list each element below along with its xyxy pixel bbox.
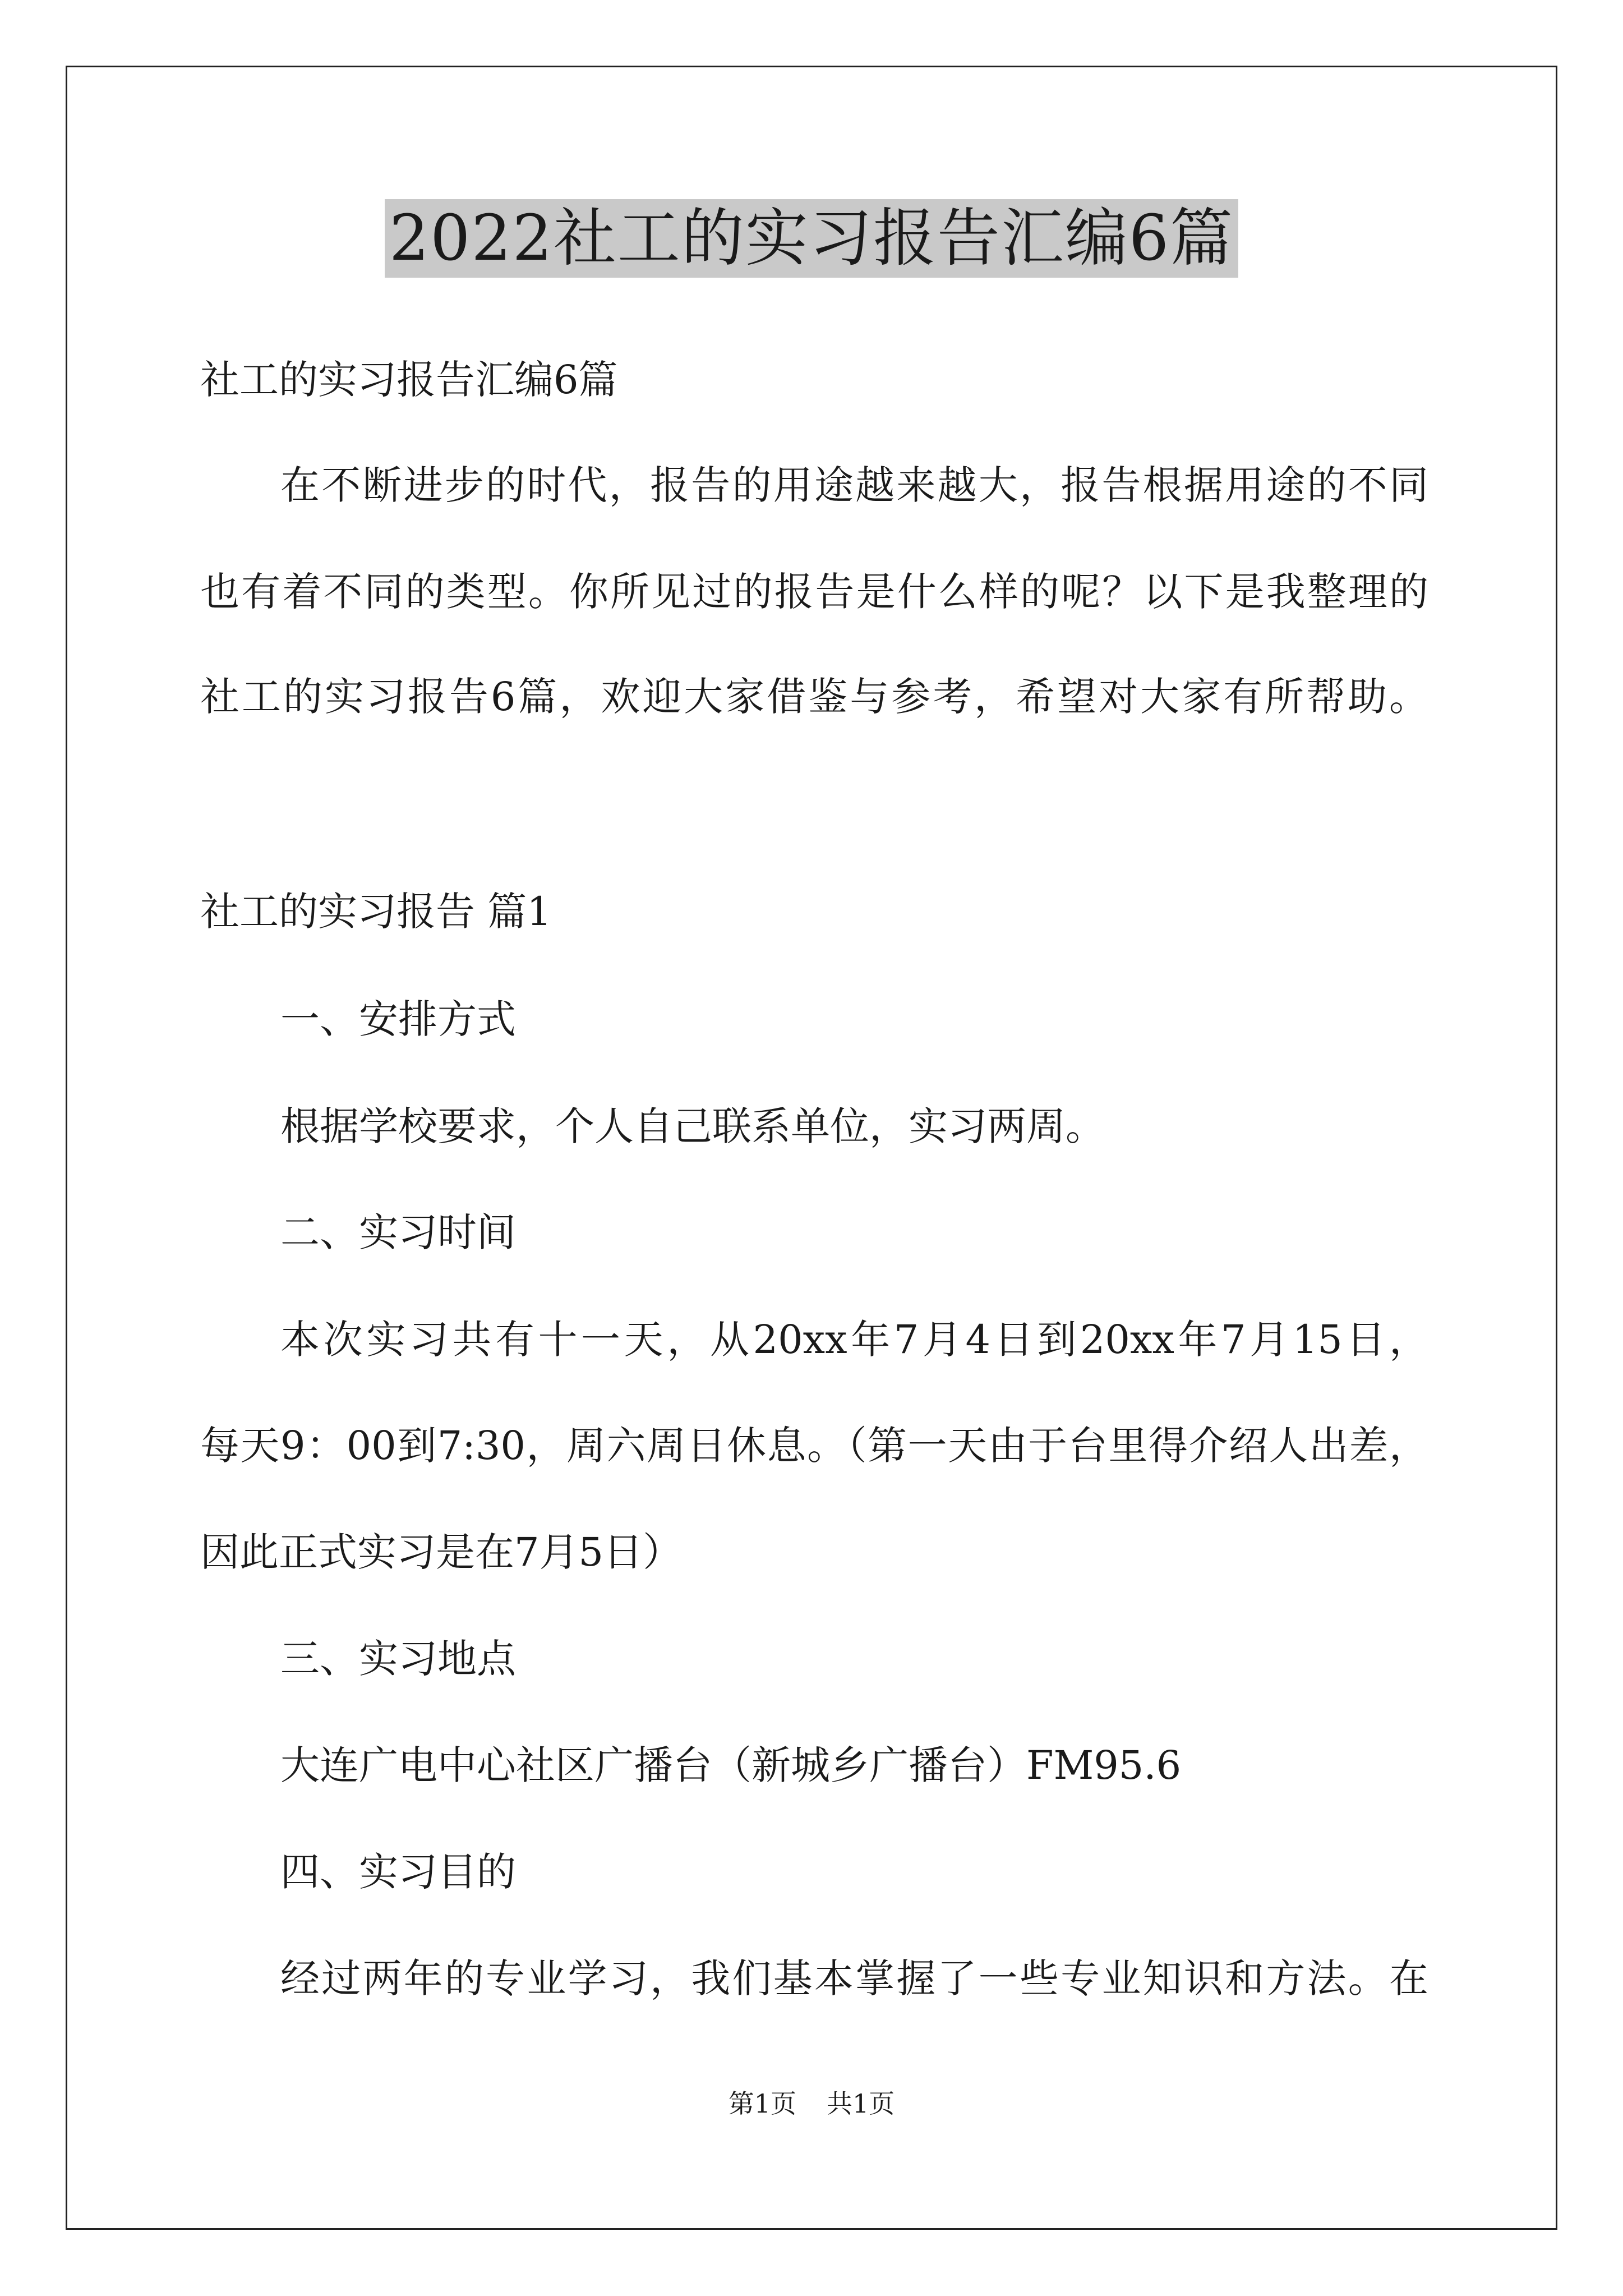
section-heading: 社工的实习报告 篇1: [200, 889, 552, 935]
paragraph-location: 大连广电中心社区广播台（新城乡广播台）FM95.6: [280, 1742, 1182, 1788]
page-number: 第1页: [728, 2088, 796, 2119]
intro-line-3: 社工的实习报告6篇，欢迎大家借鉴与参考，希望对大家有所帮助。: [200, 674, 1428, 720]
heading-arrangement: 一、安排方式: [280, 996, 516, 1042]
heading-purpose: 四、实习目的: [280, 1849, 516, 1895]
page-footer: [0, 2087, 1623, 2120]
intro-line-1: 在不断进步的时代，报告的用途越来越大，报告根据用途的不同: [280, 462, 1428, 508]
paragraph-purpose: 经过两年的专业学习，我们基本掌握了一些专业知识和方法。在: [280, 1955, 1428, 2001]
heading-location: 三、实习地点: [280, 1636, 516, 1682]
intro-line-2: 也有着不同的类型。你所见过的报告是什么样的呢？以下是我整理的: [200, 569, 1428, 615]
paragraph-time-line-1: 本次实习共有十一天，从20xx年7月4日到20xx年7月15日，: [280, 1317, 1428, 1363]
document-subtitle: 社工的实习报告汇编6篇: [200, 357, 618, 403]
title-container: [0, 199, 1623, 278]
heading-internship-time: 二、实习时间: [280, 1209, 516, 1255]
paragraph-time-line-2: 每天9：00到7:30，周六周日休息。（第一天由于台里得介绍人出差，: [200, 1423, 1428, 1469]
paragraph-time-line-3: 因此正式实习是在7月5日）: [200, 1529, 683, 1575]
paragraph-arrangement: 根据学校要求，个人自己联系单位，实习两周。: [280, 1103, 1105, 1149]
page-total: 共1页: [827, 2088, 895, 2119]
document-title: 2022社工的实习报告汇编6篇: [385, 199, 1238, 278]
